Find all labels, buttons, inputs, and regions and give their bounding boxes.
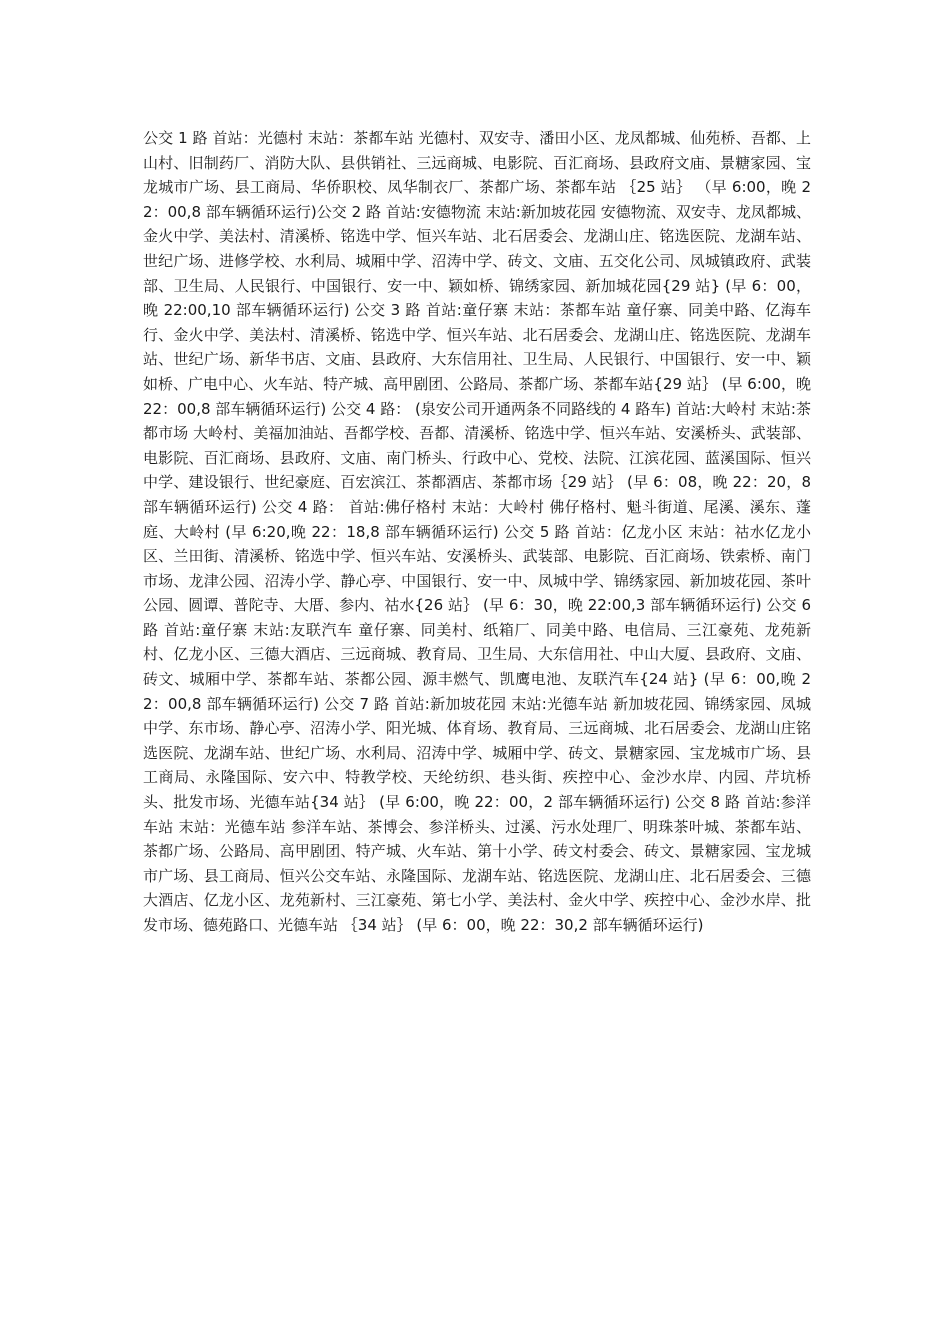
bus-routes-paragraph: 公交 1 路 首站：光德村 末站：茶都车站 光德村、双安寺、潘田小区、龙凤都城、仙苑桥、吾都、上山村、旧制药厂、消防大队、县供销社、三远商城、电影院、百汇商场、县政府文庙、景糖家园、宝龙城市广场、县工商局、华侨职校、凤华制衣厂、茶都广场、茶都车站 ｛25 站｝ （早 6:00，晚 22：00,8 部车辆循环运行)公交 2 路 首站:安德物流 末站:新加坡花园 安德物流、双安寺、龙凤都城、金火中学、美法村、清溪桥、铭选中学、恒兴车站、北石居委会、龙湖山庄、铭选医院、龙湖车站、世纪广场、进修学校、水利局、城厢中学、沼涛中学、砖文、文庙、五交化公司、凤城镇政府、武装部、卫生局、人民银行、中国银行、安一中、颖如桥、锦绣家园、新加城花园{29 站} (早 6：00，晚 22:00,10 部车辆循环运行) 公交 3 路 首站:童仔寨 末站：茶都车站 童仔寨、同美中路、亿海车行、金火中学、美法村、清溪桥、铭选中学、恒兴车站、北石居委会、龙湖山庄、铭选医院、龙湖车站、世纪广场、新华书店、文庙、县政府、大东信用社、卫生局、人民银行、中国银行、安一中、颖如桥、广电中心、火车站、特产城、高甲剧团、公路局、茶都广场、茶都车站{29 站｝ (早 6:00，晚 22：00,8 部车辆循环运行) 公交 4 路： (泉安公司开通两条不同路线的 4 路车) 首站:大岭村 末站:茶都市场 大岭村、美福加油站、吾都学校、吾都、清溪桥、铭选中学、恒兴车站、安溪桥头、武装部、电影院、百汇商场、县政府、文庙、南门桥头、行政中心、党校、法院、江滨花园、蓝溪国际、恒兴中学、建设银行、世纪豪庭、百宏滨江、茶都酒店、茶都市场｛29 站｝ (早 6：08，晚 22：20，8 部车辆循环运行) 公交 4 路： 首站:佛仔格村 末站：大岭村 佛仔格村、魁斗街道、尾溪、溪东、蓬庭、大岭村 (早 6:20,晚 22：18,8 部车辆循环运行) 公交 5 路 首站：亿龙小区 末站：祜水亿龙小区、兰田街、清溪桥、铭选中学、恒兴车站、安溪桥头、武装部、电影院、百汇商场、铁索桥、南门市场、龙津公园、沼涛小学、静心亭、中国银行、安一中、凤城中学、锦绣家园、新加坡花园、茶叶公园、圆谭、普陀寺、大厝、参内、祜水{26 站｝ (早 6：30，晚 22:00,3 部车辆循环运行) 公交 6 路 首站:童仔寨 末站:友联汽车 童仔寨、同美村、纸箱厂、同美中路、电信局、三江豪苑、龙苑新村、亿龙小区、三德大酒店、三远商城、教育局、卫生局、大东信用社、中山大厦、县政府、文庙、砖文、城厢中学、茶都车站、茶都公园、源丰燃气、凯鹰电池、友联汽车{24 站} (早 6：00,晚 22：00,8 部车辆循环运行) 公交 7 路 首站:新加坡花园 末站:光德车站 新加坡花园、锦绣家园、凤城中学、东市场、静心亭、沼涛小学、阳光城、体育场、教育局、三远商城、北石居委会、龙湖山庄铭选医院、龙湖车站、世纪广场、水利局、沼涛中学、城厢中学、砖文、景糖家园、宝龙城市广场、县工商局、永隆国际、安六中、特教学校、天纶纺织、巷头街、疾控中心、金沙水岸、内园、芹坑桥头、批发市场、光德车站{34 站｝ (早 6:00，晚 22：00，2 部车辆循环运行) 公交 8 路 首站:参洋车站 末站：光德车站 参洋车站、茶博会、参洋桥头、过溪、污水处理厂、明珠茶叶城、茶都车站、茶都广场、公路局、高甲剧团、特产城、火车站、第十小学、砖文村委会、砖文、景糖家园、宝龙城市广场、县工商局、恒兴公交车站、永隆国际、龙湖车站、铭选医院、龙湖山庄、北石居委会、三德大酒店、亿龙小区、龙苑新村、三江豪苑、第七小学、美法村、金火中学、疾控中心、金沙水岸、批发市场、德苑路口、光德车站 ｛34 站｝ (早 6：00，晚 22：30,2 部车辆循环运行) <box>143 129 811 934</box>
